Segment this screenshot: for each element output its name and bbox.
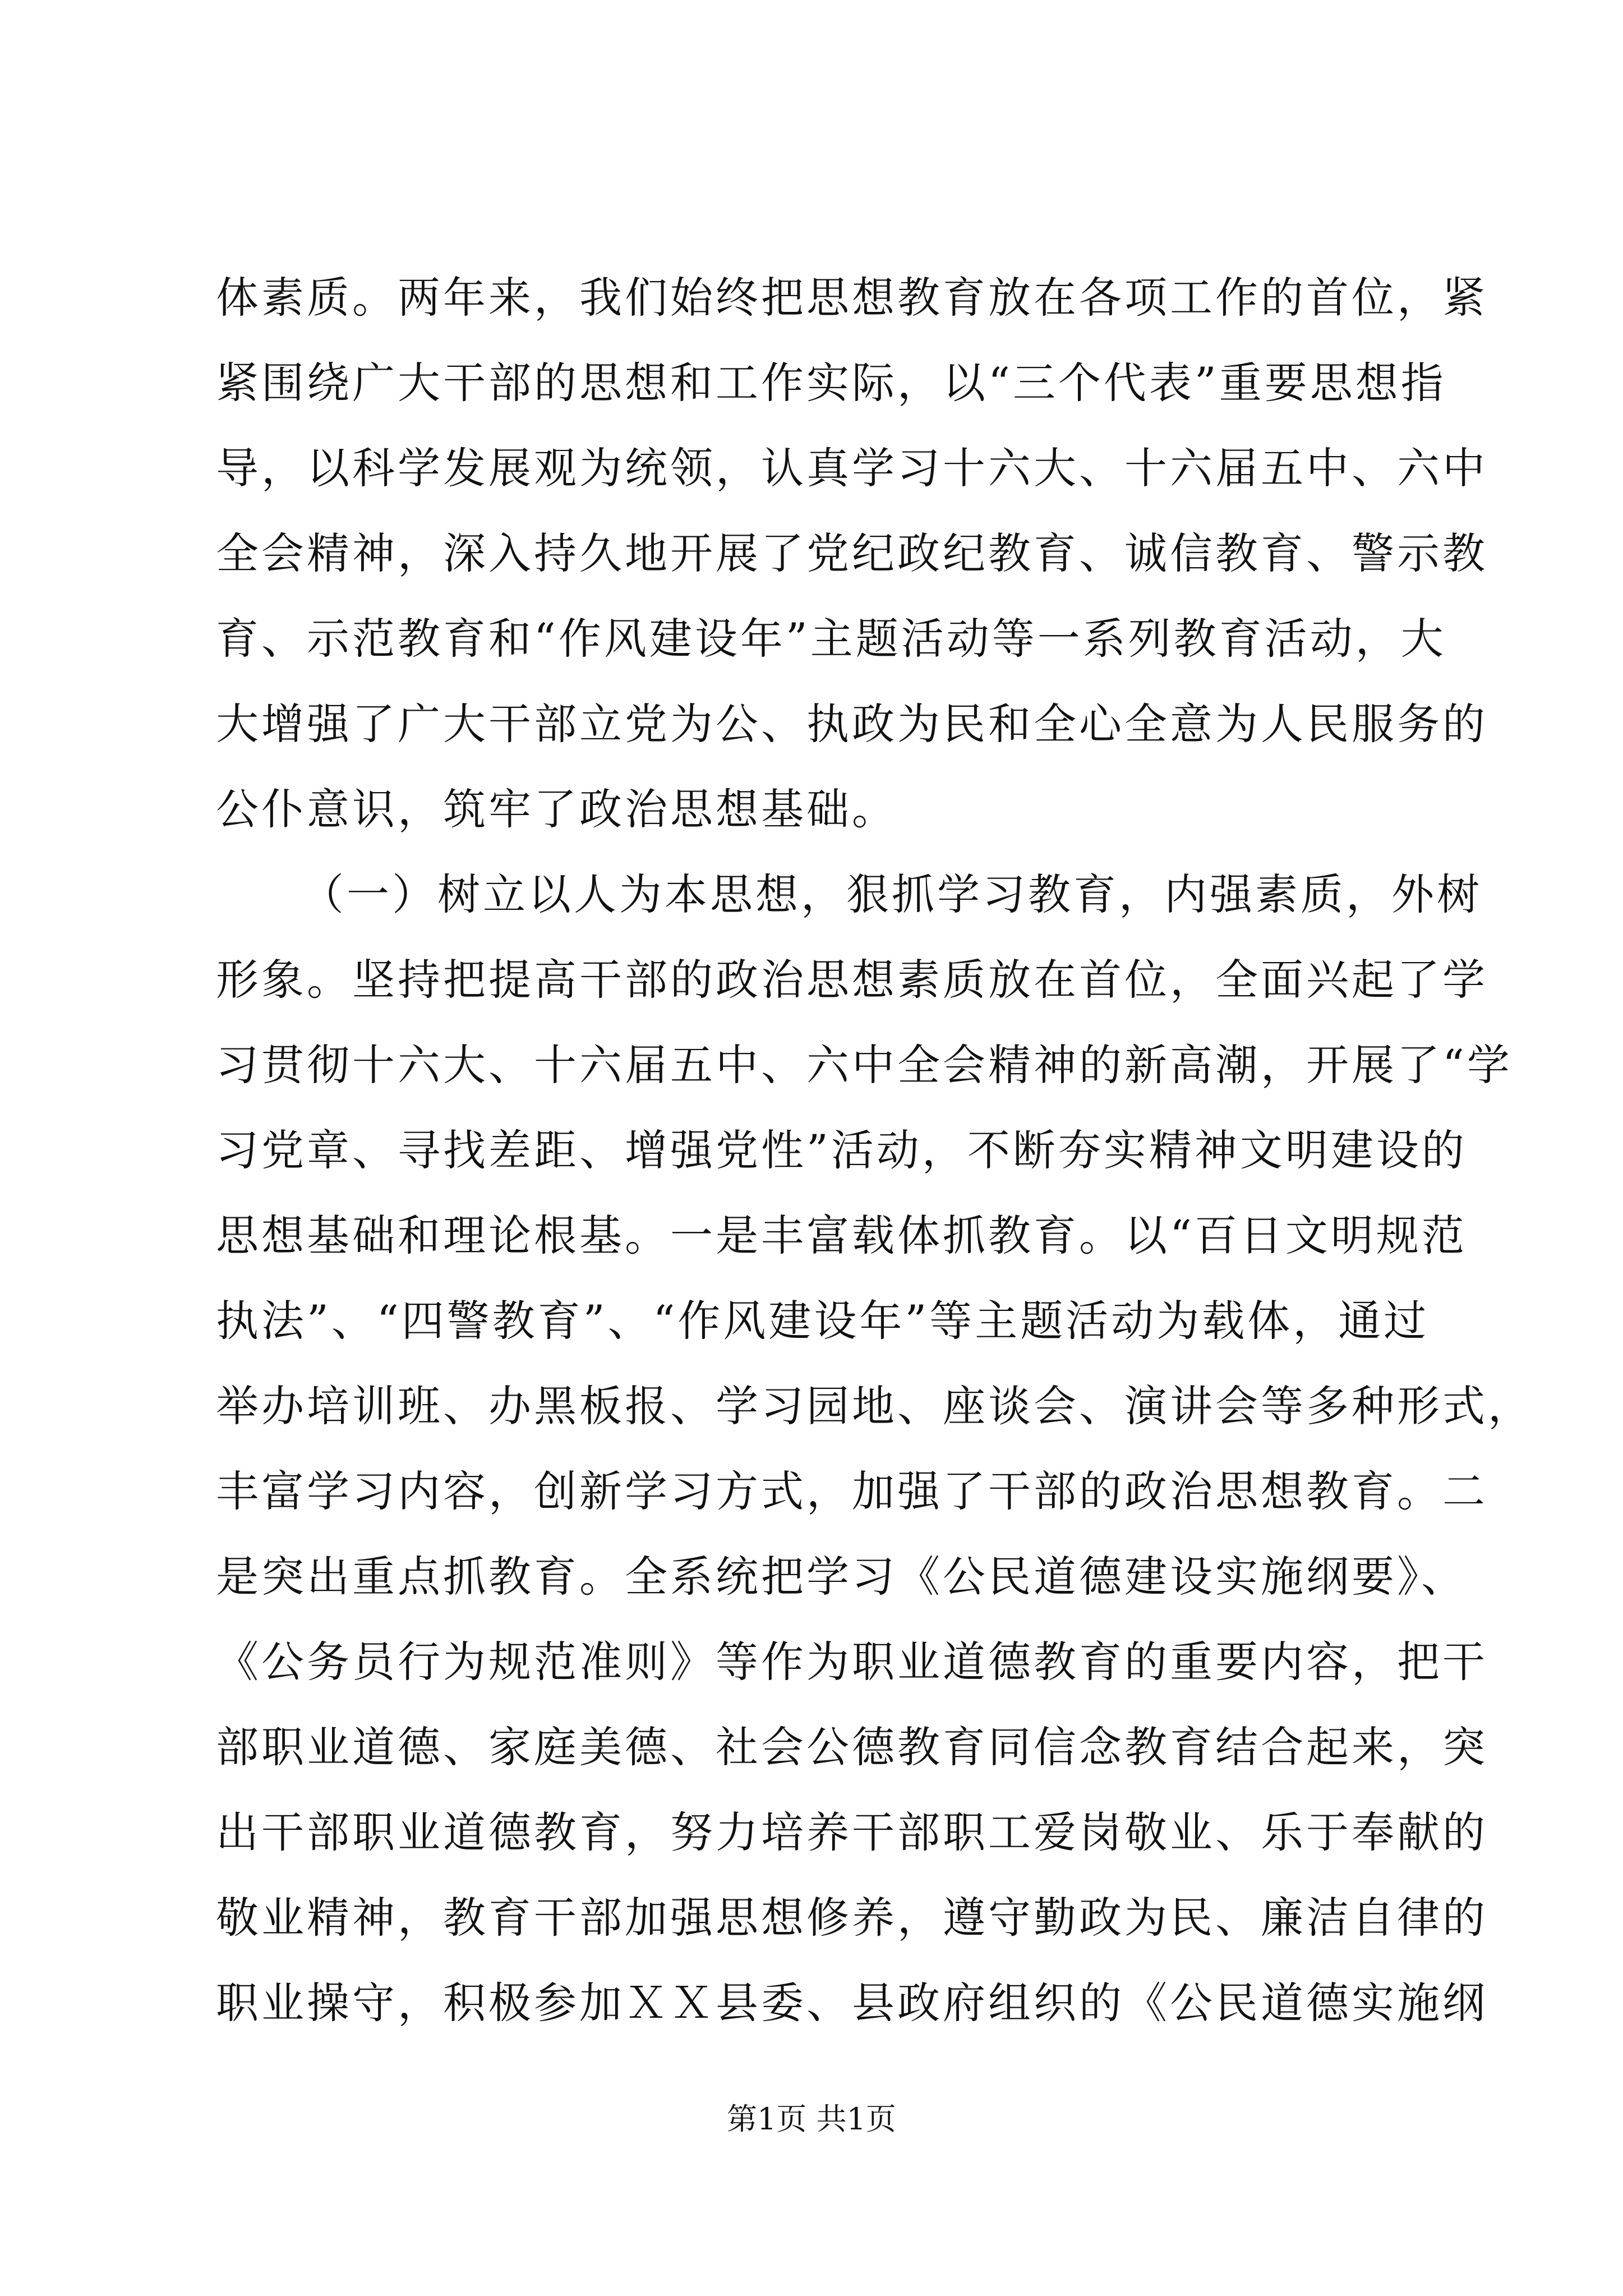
text-line: 习党章、寻找差距、增强党性”活动，不断夯实精神文明建设的 [216, 1125, 1467, 1175]
text-line: 敬业精神，教育干部加强思想修养，遵守勤政为民、廉洁自律的 [216, 1893, 1488, 1943]
text-line: 职业操守，积极参加ＸＸ县委、县政府组织的《公民道德实施纲 [216, 1978, 1488, 2028]
text-line: 全会精神，深入持久地开展了党纪政纪教育、诚信教育、警示教 [216, 528, 1488, 578]
text-line: 丰富学习内容，创新学习方式，加强了干部的政治思想教育。二 [216, 1466, 1488, 1516]
section-heading-line: （一）树立以人为本思想，狠抓学习教育，内强素质，外树 [301, 869, 1482, 919]
text-line: 公仆意识，筑牢了政治思想基础。 [216, 784, 897, 834]
text-line: 举办培训班、办黑板报、学习园地、座谈会、演讲会等多种形式， [216, 1381, 1533, 1431]
text-line: 执法”、“四警教育”、“作风建设年”等主题活动为载体，通过 [216, 1296, 1430, 1346]
text-line: 体素质。两年来，我们始终把思想教育放在各项工作的首位，紧 [216, 273, 1488, 323]
text-line: 形象。坚持把提高干部的政治思想素质放在首位，全面兴起了学 [216, 955, 1488, 1005]
text-line: 大增强了广大干部立党为公、执政为民和全心全意为人民服务的 [216, 699, 1488, 749]
page-footer: 第1页 共1页 [727, 2101, 896, 2137]
text-line: 出干部职业道德教育，努力培养干部职工爱岗敬业、乐于奉献的 [216, 1807, 1488, 1857]
document-body [216, 255, 1533, 2046]
text-line: 习贯彻十六大、十六届五中、六中全会精神的新高潮，开展了“学 [216, 1040, 1513, 1090]
text-line: 《公务员行为规范准则》等作为职业道德教育的重要内容，把干 [216, 1637, 1488, 1687]
text-line: 思想基础和理论根基。一是丰富载体抓教育。以“百日文明规范 [216, 1211, 1467, 1260]
text-line: 部职业道德、家庭美德、社会公德教育同信念教育结合起来，突 [216, 1722, 1488, 1772]
text-line: 导，以科学发展观为统领，认真学习十六大、十六届五中、六中 [216, 443, 1488, 493]
text-line: 紧围绕广大干部的思想和工作实际，以“三个代表”重要思想指 [216, 358, 1446, 408]
text-line: 是突出重点抓教育。全系统把学习《公民道德建设实施纲要》、 [216, 1552, 1467, 1602]
text-line: 育、示范教育和“作风建设年”主题活动等一系列教育活动，大 [216, 614, 1446, 664]
